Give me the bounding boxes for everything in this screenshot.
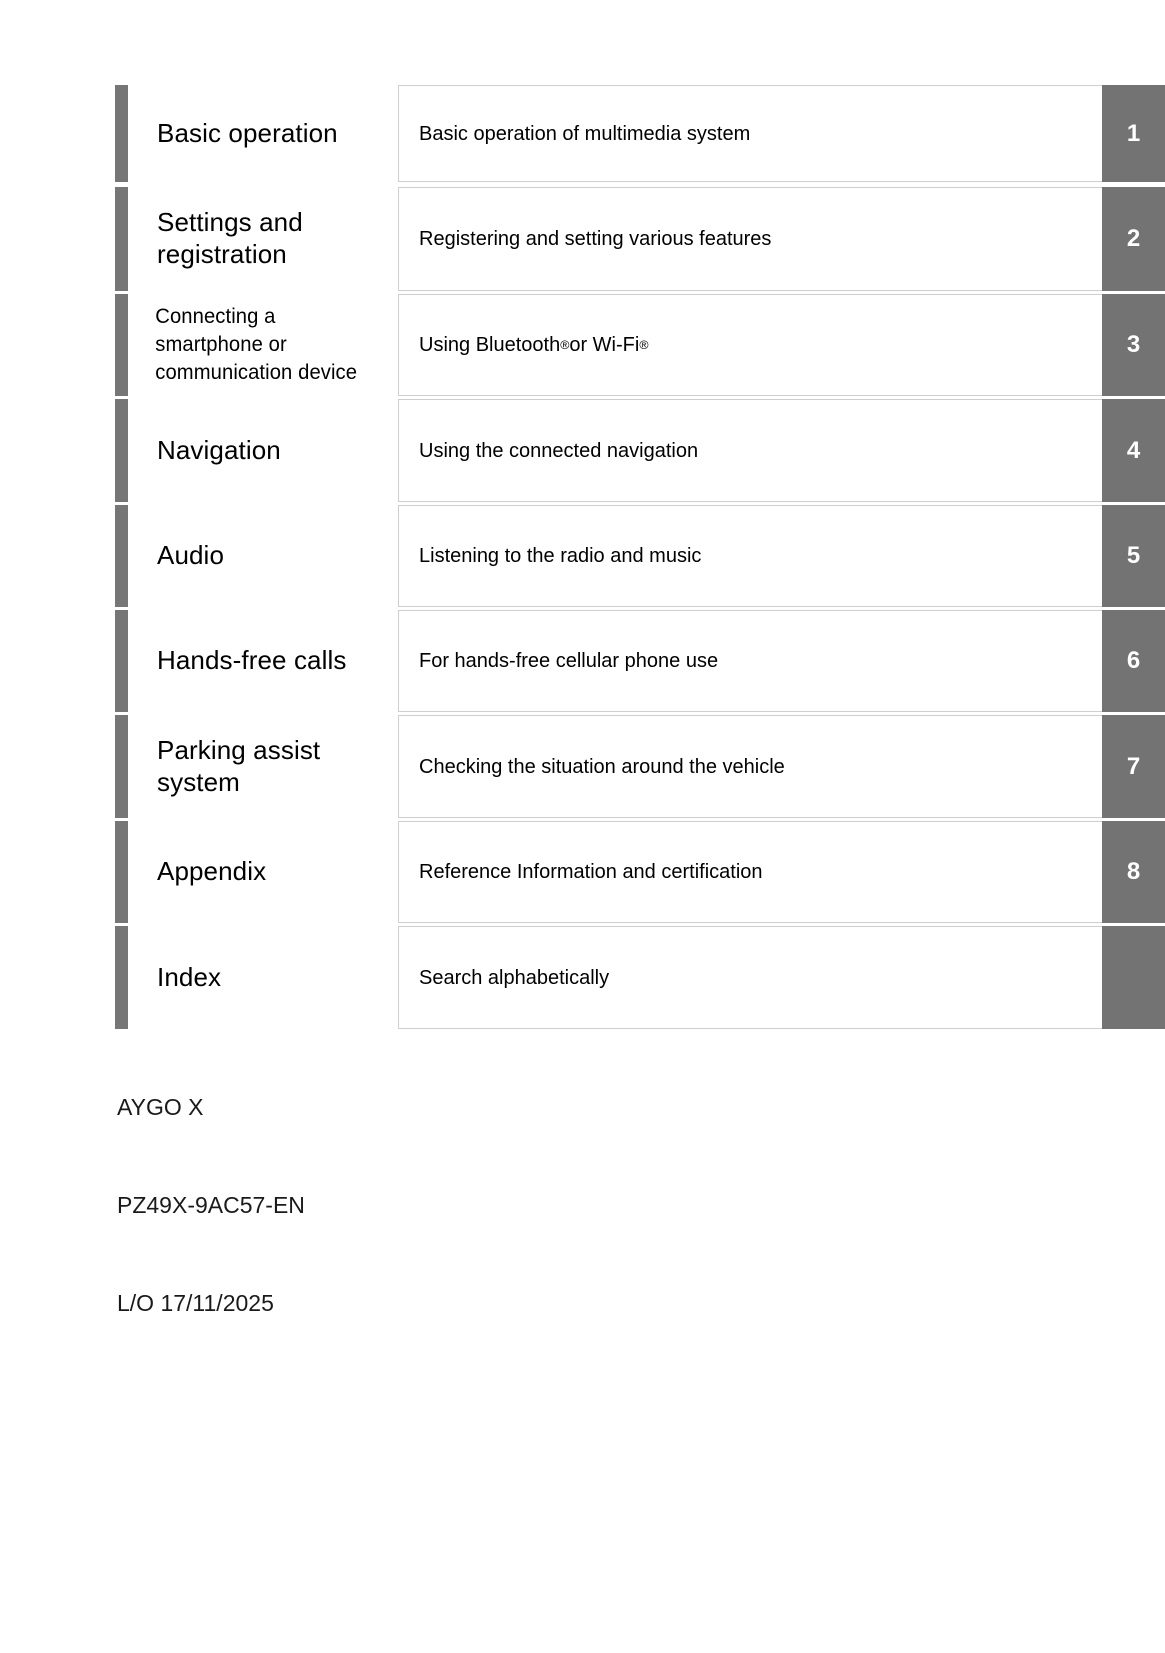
chapter-title: Settings and registration [157,207,303,269]
chapter-title: Index [157,961,222,992]
chapter-description: Registering and setting various features [398,187,1102,291]
chapter-accent-bar [115,926,128,1029]
chapter-title: Hands-free calls [157,645,347,676]
publication-layout-date: L/O 17/11/2025 [117,1290,274,1317]
chapter-description: For hands-free cellular phone use [398,610,1102,712]
chapter-accent-bar [115,715,128,818]
chapter-title: Basic operation [157,117,338,148]
chapter-accent-bar [115,610,128,712]
chapter-row[interactable] [115,715,1165,818]
chapter-contents-table [115,85,1165,1029]
chapter-row[interactable] [115,610,1165,712]
chapter-number-tab[interactable]: 4 [1102,399,1165,502]
chapter-description: Search alphabetically [398,926,1102,1029]
chapter-row[interactable] [115,821,1165,923]
chapter-title: Parking assist system [157,734,321,797]
chapter-title: Audio [157,540,224,571]
chapter-description: Listening to the radio and music [398,505,1102,607]
chapter-row[interactable] [115,399,1165,502]
chapter-number-tab[interactable]: 7 [1102,715,1165,818]
chapter-row[interactable] [115,294,1165,396]
chapter-accent-bar [115,505,128,607]
chapter-row[interactable] [115,505,1165,607]
chapter-number-tab[interactable]: 8 [1102,821,1165,923]
chapter-description: Using Bluetooth ® or Wi-Fi ® [398,294,1102,396]
chapter-title: Connecting a smartphone or communication device [155,304,358,384]
chapter-description-prefix: Using Bluetooth [419,334,561,356]
chapter-row[interactable] [115,926,1165,1029]
chapter-accent-bar [115,821,128,923]
chapter-number-tab[interactable]: 5 [1102,505,1165,607]
chapter-row[interactable] [115,85,1165,182]
chapter-accent-bar [115,187,128,291]
publication-info [117,1026,305,1385]
publication-part-number: PZ49X-9AC57-EN [117,1192,305,1219]
chapter-number-tab[interactable]: 6 [1102,610,1165,712]
publication-model: AYGO X [117,1094,204,1121]
chapter-description: Checking the situation around the vehicle [398,715,1102,818]
chapter-accent-bar [115,294,128,396]
chapter-description: Basic operation of multimedia system [398,85,1102,182]
chapter-title: Navigation [157,434,281,465]
chapter-number-tab[interactable]: 3 [1102,294,1165,396]
chapter-description: Reference Information and certification [398,821,1102,923]
chapter-accent-bar [115,85,128,182]
chapter-description: Using the connected navigation [398,399,1102,502]
chapter-number-tab[interactable]: 1 [1102,85,1165,182]
chapter-row[interactable] [115,187,1165,291]
chapter-number-tab[interactable] [1102,926,1165,1029]
chapter-description-middle: or Wi-Fi [569,334,640,356]
chapter-number-tab[interactable]: 2 [1102,187,1165,291]
chapter-title: Appendix [157,856,267,887]
chapter-accent-bar [115,399,128,502]
